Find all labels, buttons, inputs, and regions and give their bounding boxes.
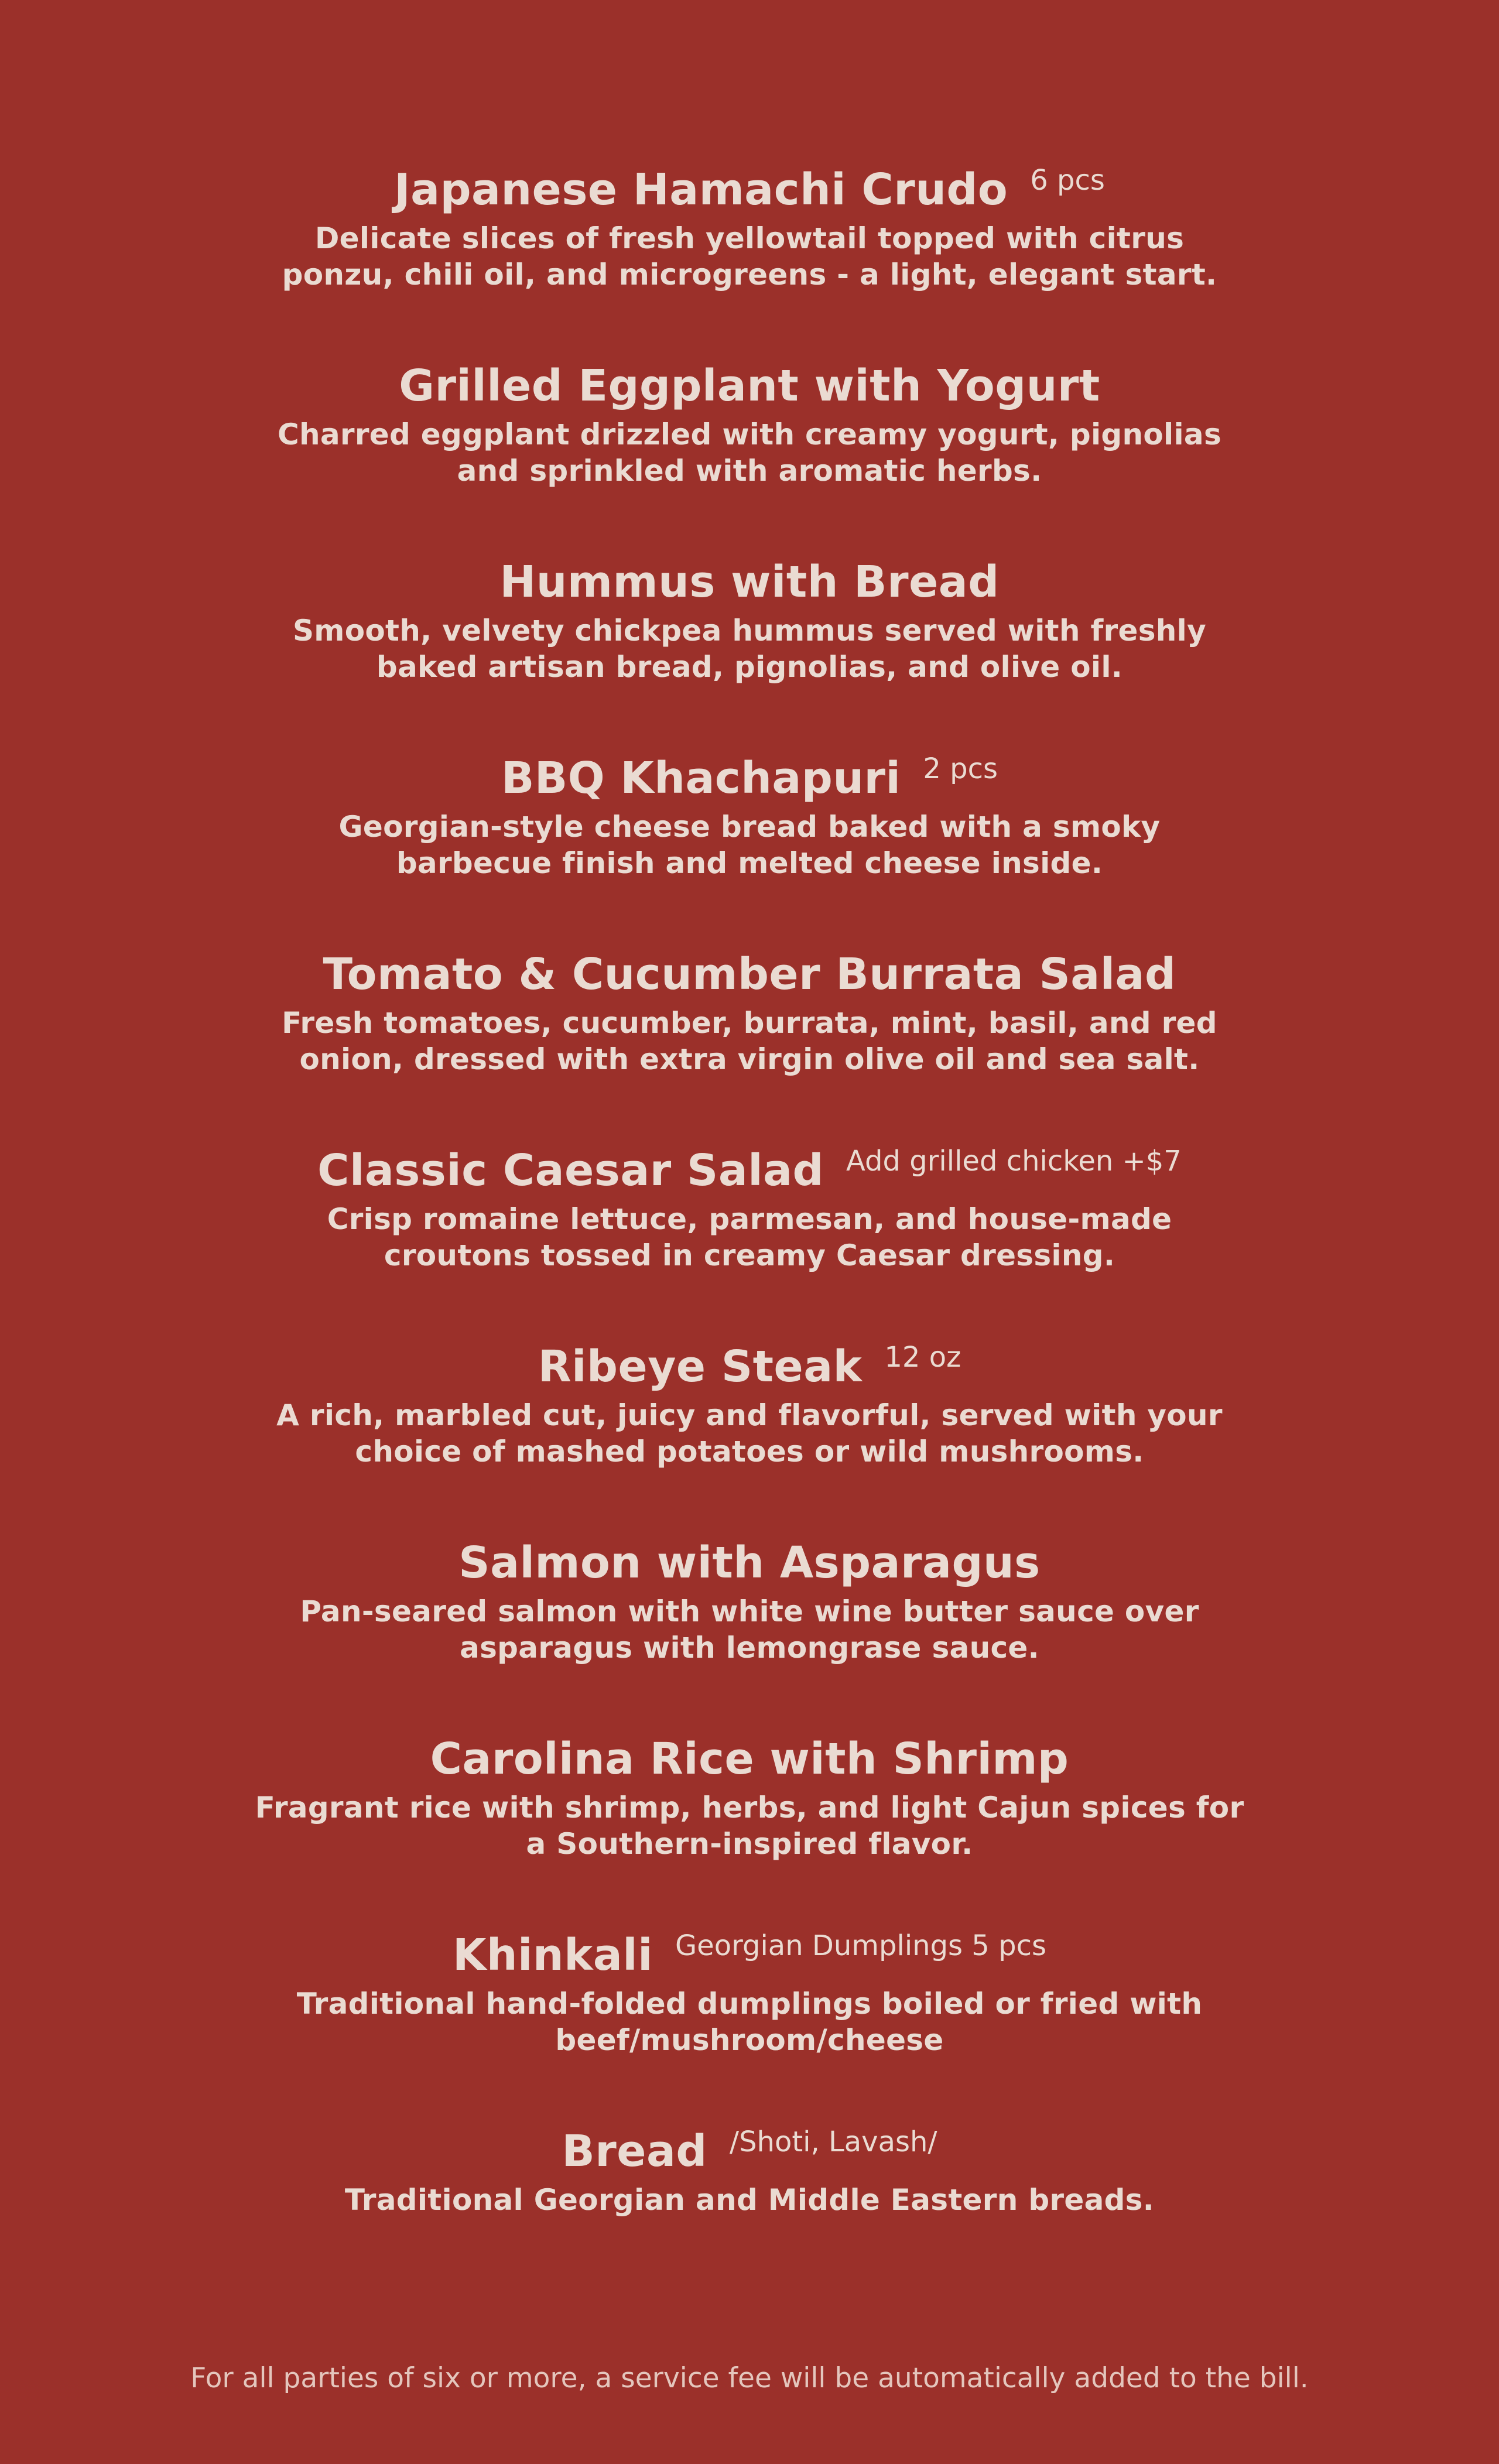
menu-item-description — [0, 1986, 1499, 2058]
menu-list — [0, 163, 1499, 2321]
menu-item-description — [0, 1789, 1499, 1862]
menu-item-description — [0, 1593, 1499, 1666]
menu-item-description-line: Smooth, velvety chickpea hummus served with freshly — [292, 614, 1206, 648]
menu-item-description-line: Fresh tomatoes, cucumber, burrata, mint, basil, and red — [282, 1006, 1217, 1040]
menu-item — [0, 751, 1499, 947]
menu-item-heading — [0, 947, 1499, 1001]
menu-item-note: /Shoti, Lavash/ — [729, 2126, 937, 2158]
menu-item-heading — [0, 1928, 1499, 1982]
menu-item-heading — [0, 1340, 1499, 1394]
menu-item-description-line: asparagus with lemongrase sauce. — [460, 1631, 1039, 1665]
menu-item — [0, 2124, 1499, 2321]
menu-item — [0, 947, 1499, 1144]
menu-item-description-line: Delicate slices of fresh yellowtail topped with citrus — [314, 221, 1185, 255]
menu-item — [0, 1928, 1499, 2124]
menu-item-description-line: A rich, marbled cut, juicy and flavorful, served with your — [276, 1398, 1223, 1432]
menu-item-heading — [0, 751, 1499, 805]
menu-item-description-line: Crisp romaine lettuce, parmesan, and house-made — [327, 1202, 1172, 1236]
menu-item-description — [0, 809, 1499, 881]
menu-item-title: Ribeye Steak — [538, 1341, 863, 1392]
menu-item-title: Classic Caesar Salad — [317, 1145, 824, 1196]
menu-item-note: Georgian Dumplings 5 pcs — [675, 1929, 1046, 1962]
menu-item-description-line: Traditional hand-folded dumplings boiled or fried with — [296, 1987, 1203, 2021]
menu-item-description-line: Pan-seared salmon with white wine butter sauce over — [300, 1594, 1199, 1628]
menu-item-heading — [0, 555, 1499, 609]
menu-item-description — [0, 2182, 1499, 2218]
menu-item-description-line: Fragrant rice with shrimp, herbs, and light Cajun spices for — [255, 1791, 1244, 1825]
menu-item-heading — [0, 1144, 1499, 1197]
menu-item-title: BBQ Khachapuri — [501, 753, 901, 803]
menu-item-heading — [0, 1732, 1499, 1786]
menu-item-description-line: beef/mushroom/cheese — [555, 2023, 944, 2057]
menu-item-description — [0, 612, 1499, 685]
menu-item-note: 2 pcs — [923, 752, 998, 785]
menu-item-title: Khinkali — [453, 1930, 653, 1980]
menu-item-description-line: a Southern-inspired flavor. — [526, 1827, 973, 1861]
menu-item-description-line: barbecue finish and melted cheese inside. — [396, 846, 1103, 880]
menu-item — [0, 163, 1499, 359]
menu-item-description-line: and sprinkled with aromatic herbs. — [457, 454, 1042, 488]
menu-item-description-line: Traditional Georgian and Middle Eastern breads. — [344, 2183, 1155, 2217]
menu-item-description-line: Georgian-style cheese bread baked with a smoky — [338, 810, 1161, 844]
menu-item-heading — [0, 163, 1499, 217]
menu-item-description-line: baked artisan bread, pignolias, and olive oil. — [376, 650, 1123, 684]
menu-item — [0, 1732, 1499, 1928]
service-fee-notice: For all parties of six or more, a service fee will be automatically added to the bill. — [190, 2362, 1309, 2394]
menu-item-description-line: ponzu, chili oil, and microgreens - a light, elegant start. — [282, 258, 1217, 292]
menu-item-note: 12 oz — [884, 1341, 961, 1374]
menu-item-title: Carolina Rice with Shrimp — [430, 1734, 1069, 1784]
menu-item-title: Salmon with Asparagus — [458, 1538, 1041, 1588]
menu-item-description-line: choice of mashed potatoes or wild mushrooms. — [355, 1435, 1144, 1469]
menu-item-description-line: onion, dressed with extra virgin olive oil and sea salt. — [299, 1042, 1200, 1076]
menu-item-title: Bread — [562, 2126, 707, 2176]
menu-item-description — [0, 220, 1499, 293]
menu-item-title: Hummus with Bread — [499, 557, 1000, 607]
menu-item-note: 6 pcs — [1030, 164, 1105, 197]
menu-item — [0, 359, 1499, 555]
menu-item-description — [0, 1397, 1499, 1470]
menu-item — [0, 1144, 1499, 1340]
menu-item-heading — [0, 359, 1499, 413]
menu-item — [0, 1340, 1499, 1536]
menu-item-description-line: Charred eggplant drizzled with creamy yogurt, pignolias — [277, 417, 1222, 451]
menu-item-heading — [0, 1536, 1499, 1590]
menu-item-description — [0, 416, 1499, 489]
menu-item-description — [0, 1201, 1499, 1274]
menu-item-heading — [0, 2124, 1499, 2178]
menu-item — [0, 1536, 1499, 1732]
menu-item — [0, 555, 1499, 751]
menu-item-title: Grilled Eggplant with Yogurt — [399, 361, 1100, 411]
menu-item-title: Tomato & Cucumber Burrata Salad — [323, 949, 1176, 1000]
menu-item-description-line: croutons tossed in creamy Caesar dressing. — [384, 1238, 1115, 1272]
menu-item-description — [0, 1005, 1499, 1077]
menu-item-note: Add grilled chicken +$7 — [846, 1145, 1182, 1178]
menu-item-title: Japanese Hamachi Crudo — [394, 165, 1008, 215]
